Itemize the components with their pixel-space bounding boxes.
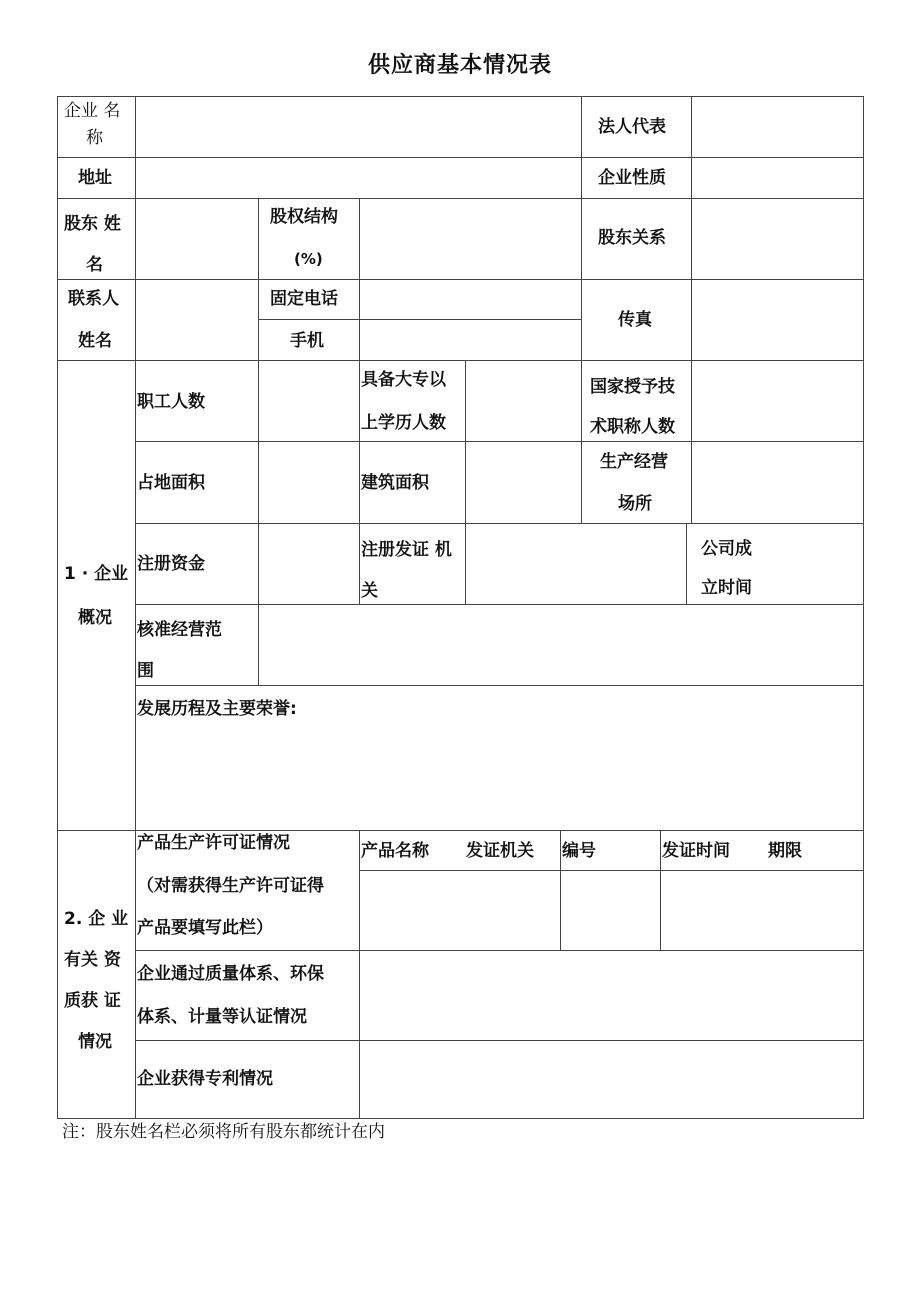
section1-label-line1: 1 · 企业: [64, 564, 129, 584]
license-header-product: 产品名称: [361, 841, 429, 861]
certification-label-line1: 企业通过质量体系、环保: [137, 964, 324, 984]
registration-authority-label-line1: 注册发证 机: [361, 540, 452, 560]
license-label-line3: 产品要填写此栏）: [137, 918, 273, 938]
history-label: 发展历程及主要荣誉:: [137, 699, 297, 719]
license-header-term: 期限: [768, 841, 802, 861]
section2-label-line2: 有关 资: [64, 950, 121, 970]
section2-label-line1: 2. 企 业: [64, 909, 129, 929]
fax-label: 传真: [618, 310, 652, 330]
titled-staff-label-line2: 术职称人数: [590, 417, 675, 437]
license-header-number: 编号: [562, 841, 596, 861]
shareholder-name-label-line2: 名: [86, 255, 103, 275]
footnote: 注：股东姓名栏必须将所有股东都统计在内: [62, 1122, 385, 1142]
certification-label-line2: 体系、计量等认证情况: [137, 1007, 307, 1027]
patents-label: 企业获得专利情况: [137, 1069, 273, 1089]
company-name-label-line2: 称: [86, 128, 103, 148]
section2-label-line3: 质获 证: [64, 991, 121, 1011]
page-title: 供应商基本情况表: [367, 53, 552, 78]
license-header-date: 发证时间: [662, 841, 730, 861]
college-staff-label-line1: 具备大专以: [361, 370, 446, 390]
address-label: 地址: [78, 168, 112, 188]
equity-structure-label-line2: (%): [294, 250, 323, 268]
equity-structure-label-line1: 股权结构: [270, 207, 338, 227]
landline-label: 固定电话: [270, 289, 338, 309]
business-scope-label-line1: 核准经营范: [137, 620, 222, 640]
business-site-label-line2: 场所: [618, 494, 652, 514]
license-header-authority: 发证机关: [466, 841, 534, 861]
contact-name-label-line2: 姓名: [78, 331, 112, 351]
section2-label-line4: 情况: [78, 1032, 112, 1052]
company-nature-label: 企业性质: [598, 168, 666, 188]
contact-name-label-line1: 联系人: [68, 289, 119, 309]
titled-staff-label-line1: 国家授予技: [590, 377, 675, 397]
building-area-label: 建筑面积: [361, 473, 429, 493]
registered-capital-label: 注册资金: [137, 554, 205, 574]
shareholder-name-label-line1: 股东 姓: [64, 214, 121, 234]
college-staff-label-line2: 上学历人数: [361, 413, 446, 433]
business-scope-label-line2: 围: [137, 661, 154, 681]
license-label-line1: 产品生产许可证情况: [137, 833, 290, 853]
staff-count-label: 职工人数: [137, 392, 205, 412]
registration-authority-label-line2: 关: [361, 581, 378, 601]
legal-rep-label: 法人代表: [598, 117, 666, 137]
section1-label-line2: 概况: [78, 608, 112, 628]
shareholder-relation-label: 股东关系: [598, 228, 666, 248]
founded-label-line2: 立时间: [701, 578, 752, 598]
company-name-label-line1: 企业 名: [64, 101, 121, 121]
mobile-label: 手机: [290, 331, 324, 351]
license-label-line2: （对需获得生产许可证得: [137, 876, 324, 896]
land-area-label: 占地面积: [137, 473, 205, 493]
business-site-label-line1: 生产经营: [600, 452, 668, 472]
founded-label-line1: 公司成: [701, 539, 752, 559]
